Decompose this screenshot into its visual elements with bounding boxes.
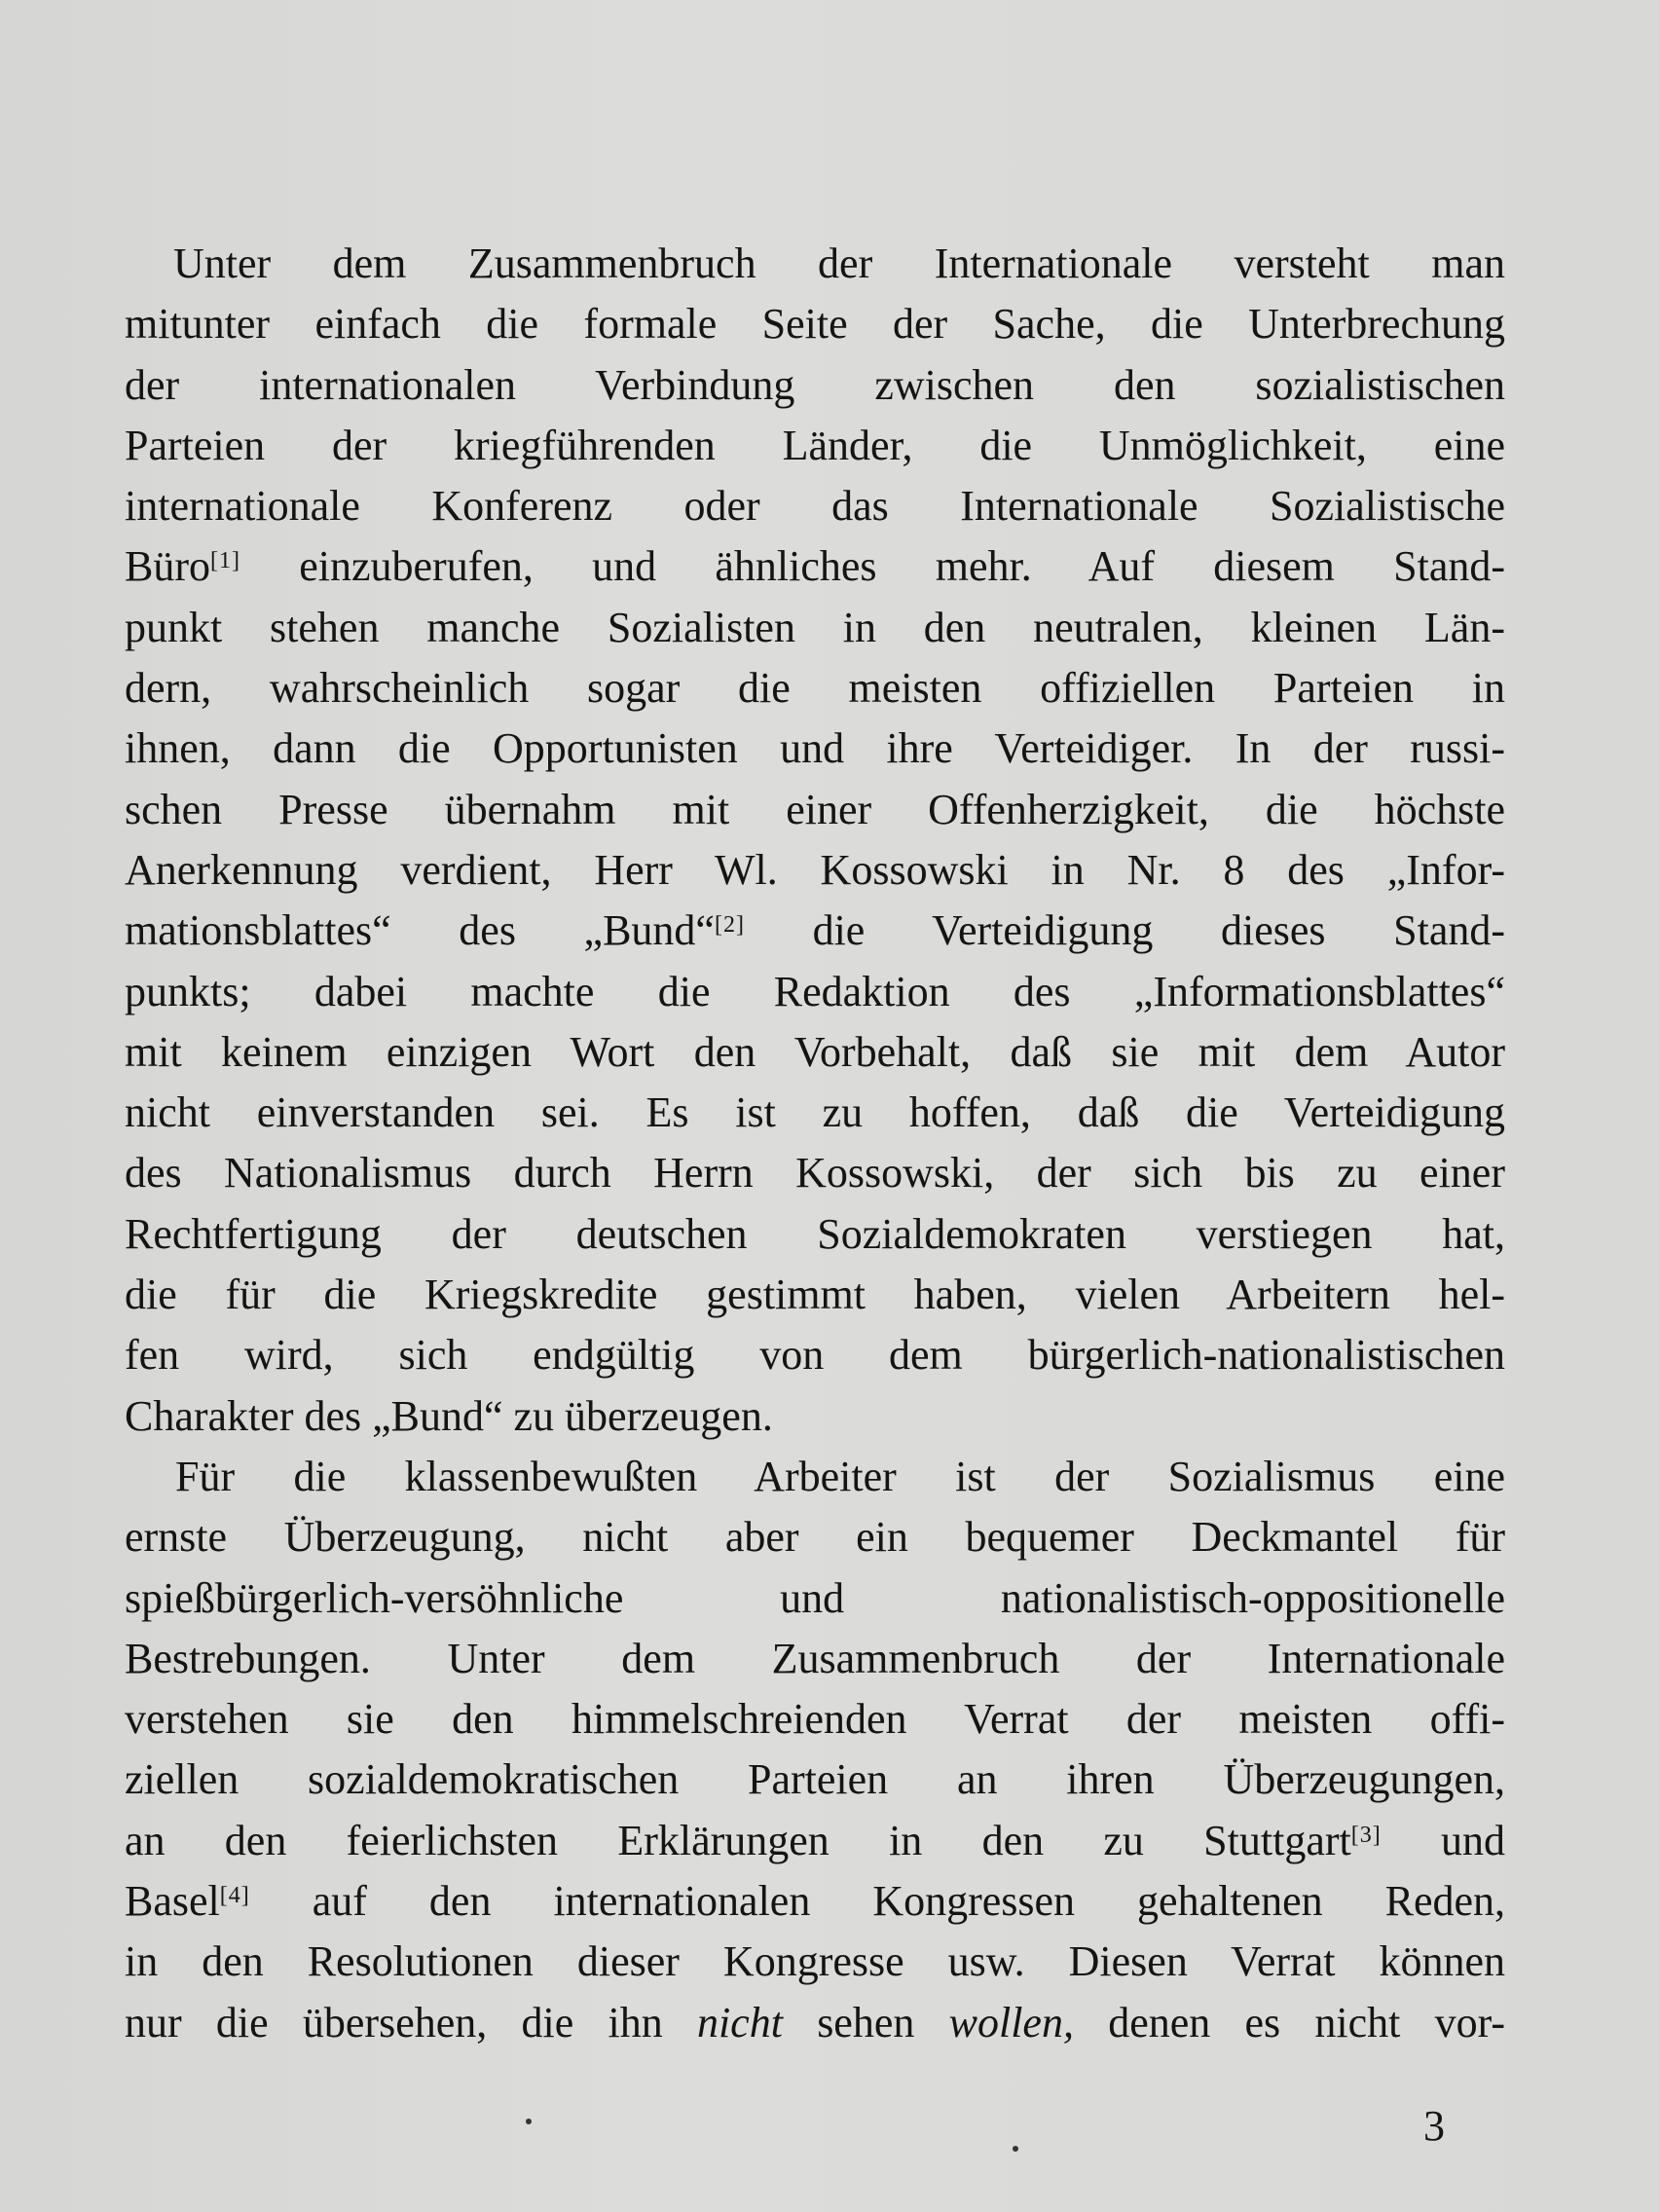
text-line-23: spießbürgerlich-versöhnliche und nationalistisch-oppositionelle <box>125 1573 1505 1622</box>
text-line-14: mit keinem einzigen Wort den Vorbehalt, daß sie mit dem Autor <box>125 1027 1505 1076</box>
text-line-16: des Nationalismus durch Herrn Kossowski, der sich bis zu einer <box>125 1149 1505 1198</box>
text-line-1: Unter dem Zusammenbruch der Internationale versteht man <box>173 240 1505 287</box>
text-line-2: mitunter einfach die formale Seite der Sache, die Unterbrechung <box>125 300 1505 349</box>
italic-nicht: nicht <box>696 1998 783 2046</box>
text-line-29: in den Resolutionen dieser Kongresse usw. Diesen Verrat können <box>125 1937 1505 1986</box>
text-line-19: fen wird, sich endgültig von dem bürgerlich-nationalistischen <box>125 1331 1505 1380</box>
text-line-3: der internationalen Verbindung zwischen den sozialistischen <box>125 360 1505 409</box>
footnote-marker-2: [2] <box>714 912 745 939</box>
text-line-8: dern, wahrscheinlich sogar die meisten offiziellen Parteien in <box>125 664 1505 713</box>
text-line-7: punkt stehen manche Sozialisten in den neutralen, kleinen Län- <box>125 603 1505 651</box>
text-line-11: Anerkennung verdient, Herr Wl. Kossowski in Nr. 8 des „Infor- <box>125 845 1505 894</box>
footnote-marker-4: [4] <box>219 1883 250 1909</box>
italic-wollen: wollen, <box>948 1998 1074 2046</box>
text-line-17: Rechtfertigung der deutschen Sozialdemokraten verstiegen hat, <box>125 1209 1505 1258</box>
text-line-9: ihnen, dann die Opportunisten und ihre Verteidiger. In der russi- <box>125 724 1505 773</box>
text-line-18: die für die Kriegskredite gestimmt haben, vielen Arbeitern hel- <box>125 1271 1505 1319</box>
text-line-22: ernste Überzeugung, nicht aber ein bequemer Deckmantel für <box>125 1513 1505 1562</box>
text-line-12: mationsblattes“ des „Bund“[2] die Verteidigung dieses Stand- <box>125 906 1505 955</box>
page-number: 3 <box>1423 2102 1445 2150</box>
text-line-24: Bestrebungen. Unter dem Zusammenbruch der Internationale <box>125 1634 1505 1682</box>
footnote-marker-1: [1] <box>210 548 240 574</box>
text-line-25: verstehen sie den himmelschreienden Verrat der meisten offi- <box>125 1695 1505 1744</box>
text-line-30: nur die übersehen, die ihn nicht sehen wollen, denen es nicht vor- <box>125 1998 1506 2046</box>
text-line-5: internationale Konferenz oder das Internationale Sozialistische <box>125 482 1505 531</box>
text-line-26: ziellen sozialdemokratischen Parteien an ihren Überzeugungen, <box>125 1755 1505 1804</box>
text-line-15: nicht einverstanden sei. Es ist zu hoffen, daß die Verteidigung <box>125 1088 1505 1137</box>
body-text <box>125 234 1505 2053</box>
text-line-28: Basel[4] auf den internationalen Kongressen gehaltenen Reden, <box>125 1877 1506 1926</box>
text-line-10: schen Presse übernahm mit einer Offenherzigkeit, die höchste <box>125 785 1505 833</box>
text-line-4: Parteien der kriegführenden Länder, die Unmöglichkeit, eine <box>125 421 1505 469</box>
text-line-21: Für die klassenbewußten Arbeiter ist der Sozialismus eine <box>175 1452 1505 1500</box>
text-line-20: Charakter des „Bund“ zu überzeugen. <box>125 1391 773 1440</box>
paper-speck <box>1013 2146 1018 2152</box>
text-line-6: Büro[1] einzuberufen, und ähnliches mehr. Auf diesem Stand- <box>125 542 1506 591</box>
text-line-27: an den feierlichsten Erklärungen in den zu Stuttgart[3] und <box>125 1816 1505 1864</box>
text-line-13: punkts; dabei machte die Redaktion des „Informationsblattes“ <box>125 967 1505 1015</box>
paper-speck <box>526 2119 532 2124</box>
footnote-marker-3: [3] <box>1350 1822 1382 1848</box>
